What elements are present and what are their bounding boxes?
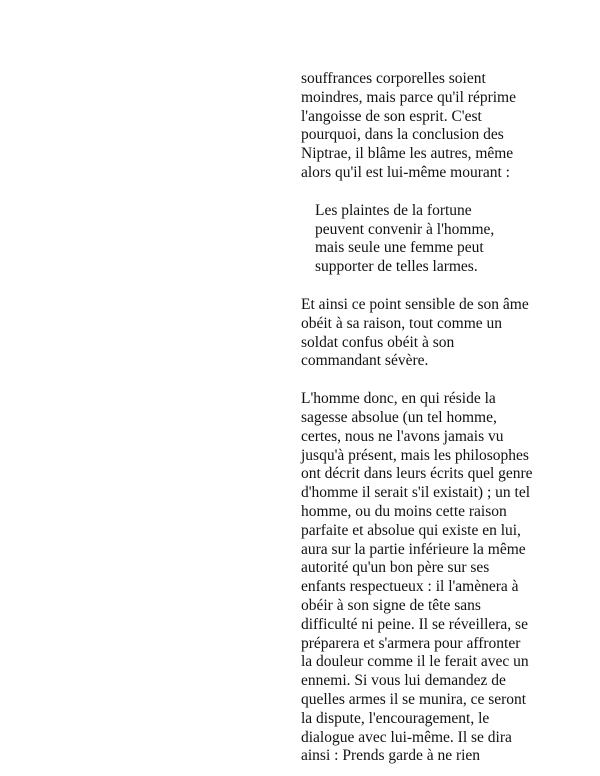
text-line: aura sur la partie inférieure la même bbox=[301, 540, 526, 558]
text-column bbox=[301, 70, 541, 766]
text-line: ont décrit dans leurs écrits quel genre bbox=[301, 465, 533, 483]
paragraph-spacer bbox=[301, 371, 541, 390]
text-line: souffrances corporelles soient bbox=[301, 70, 486, 87]
text-line: ainsi : Prends garde à ne rien bbox=[301, 747, 481, 765]
text-line: difficulté ni peine. Il se réveillera, se bbox=[301, 615, 528, 633]
text-line: alors qu'il est lui-même mourant : bbox=[301, 163, 510, 181]
text-line: dialogue avec lui-même. Il se dira bbox=[301, 728, 512, 746]
text-line: obéit à sa raison, tout comme un bbox=[301, 314, 503, 332]
text-line: d'homme il serait s'il existait) ; un tel bbox=[301, 484, 531, 502]
text-line: enfants respectueux : il l'amènera à bbox=[301, 578, 519, 596]
text-line: la douleur comme il le ferait avec un bbox=[301, 653, 529, 671]
text-line: la dispute, l'encouragement, le bbox=[301, 709, 490, 727]
paragraph-2 bbox=[301, 296, 541, 371]
verse-quote bbox=[301, 202, 541, 277]
text-line: l'angoisse de son esprit. C'est bbox=[301, 107, 482, 125]
text-line: soldat confus obéit à son bbox=[301, 333, 455, 351]
text-line: moindres, mais parce qu'il réprime bbox=[301, 88, 516, 106]
text-line: ennemi. Si vous lui demandez de bbox=[301, 672, 506, 690]
text-line: jusqu'à présent, mais les philosophes bbox=[301, 446, 529, 464]
text-line: obéir à son signe de tête sans bbox=[301, 596, 481, 614]
text-line: commandant sévère. bbox=[301, 352, 429, 370]
text-line: préparera et s'armera pour affronter bbox=[301, 634, 521, 652]
text-line: sagesse absolue (un tel homme, bbox=[301, 408, 497, 426]
verse-line: peuvent convenir à l'homme, bbox=[315, 220, 495, 238]
verse-line: supporter de telles larmes. bbox=[315, 258, 478, 276]
text-line: homme, ou du moins cette raison bbox=[301, 502, 507, 520]
paragraph-spacer bbox=[301, 183, 541, 202]
paragraph-spacer bbox=[301, 277, 541, 296]
paragraph-1 bbox=[301, 70, 541, 183]
text-line: pourquoi, dans la conclusion des bbox=[301, 126, 504, 144]
paragraph-3 bbox=[301, 390, 541, 766]
text-line: Niptrae, il blâme les autres, même bbox=[301, 145, 514, 163]
verse-line: mais seule une femme peut bbox=[315, 239, 484, 257]
verse-line: Les plaintes de la fortune bbox=[315, 201, 472, 219]
text-line: quelles armes il se munira, ce seront bbox=[301, 690, 527, 708]
text-line: Et ainsi ce point sensible de son âme bbox=[301, 295, 529, 313]
text-line: parfaite et absolue qui existe en lui, bbox=[301, 521, 521, 539]
text-line: certes, nous ne l'avons jamais vu bbox=[301, 427, 504, 445]
text-line: L'homme donc, en qui réside la bbox=[301, 390, 496, 408]
text-line: autorité qu'un bon père sur ses bbox=[301, 559, 490, 577]
